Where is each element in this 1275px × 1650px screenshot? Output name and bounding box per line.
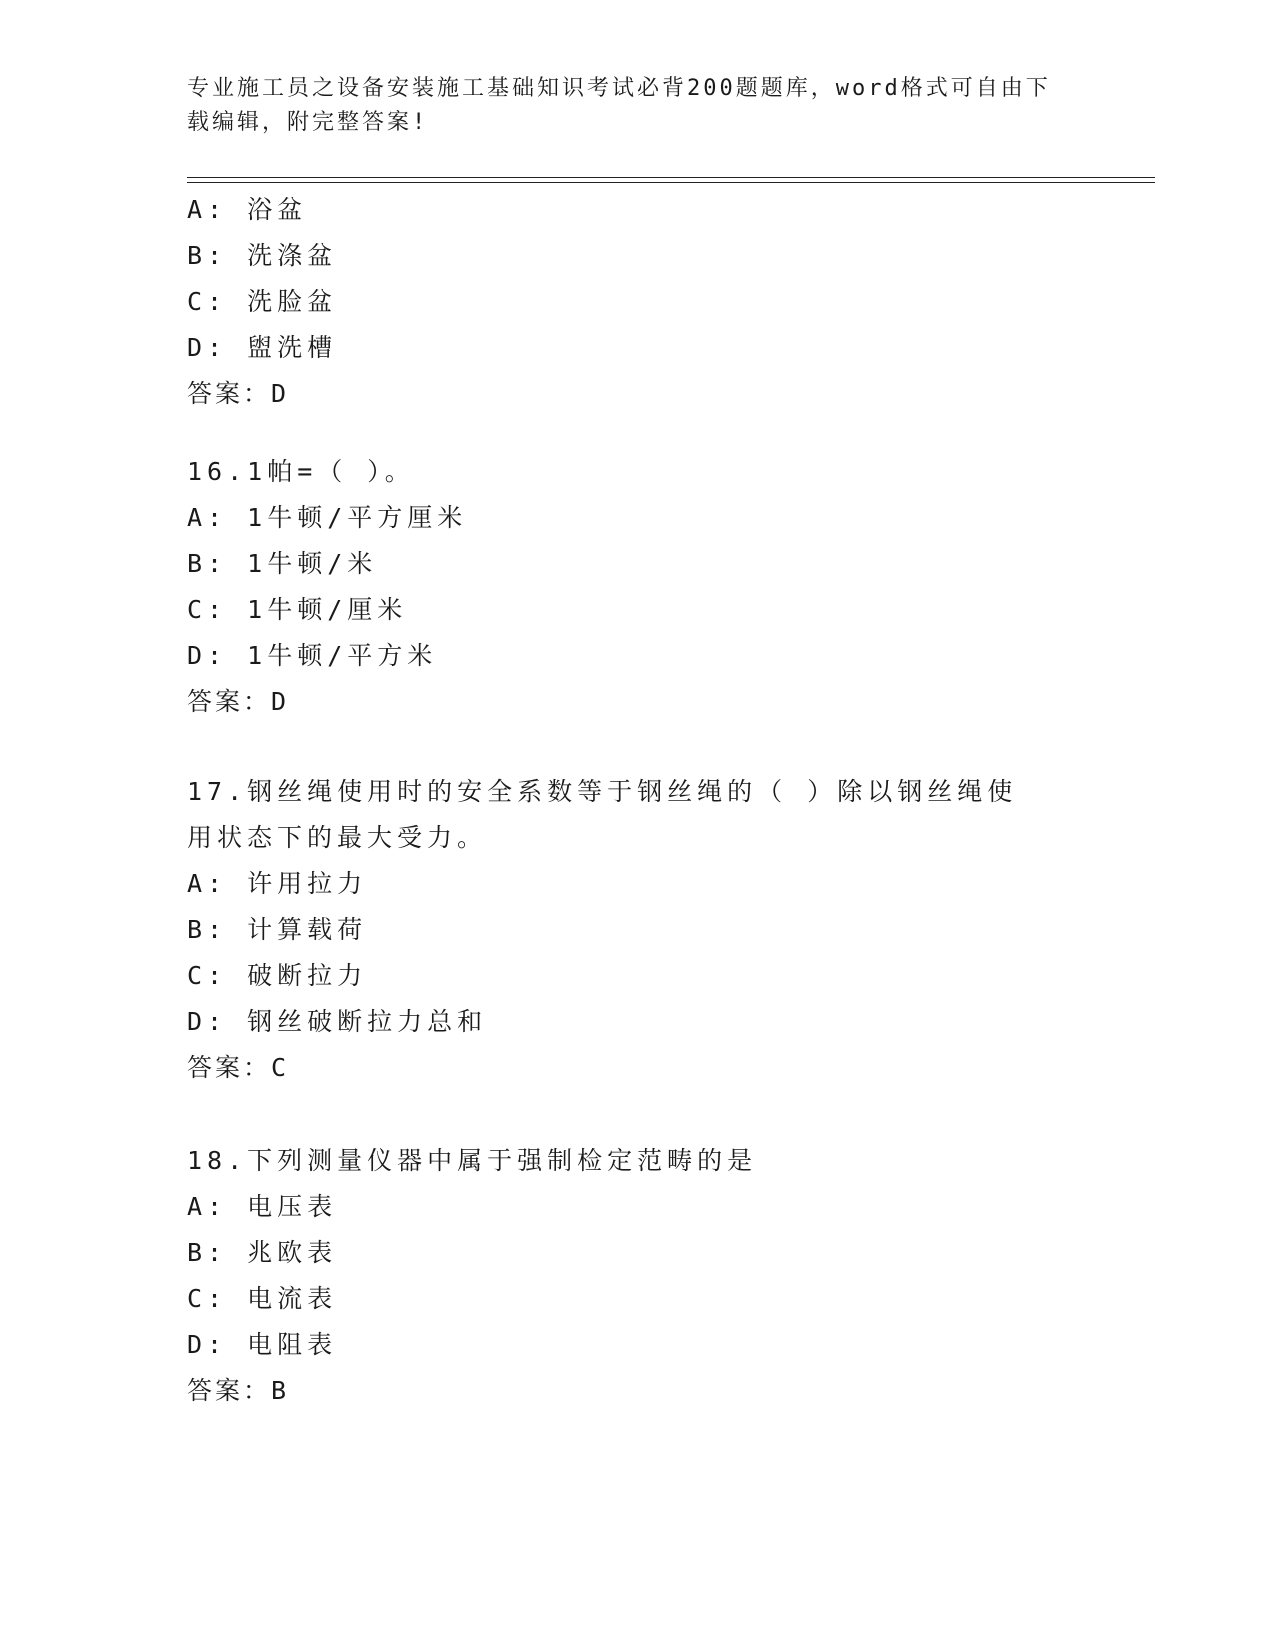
answer-label: 答案： — [187, 1376, 272, 1405]
question-15 — [187, 187, 1087, 417]
answer-value: D — [271, 379, 289, 408]
answer-line — [187, 371, 1087, 417]
option-a: A: 许用拉力 — [187, 869, 368, 898]
option-c: C: 1牛顿/厘米 — [187, 595, 408, 624]
option-d: D: 电阻表 — [187, 1330, 338, 1359]
answer-label: 答案： — [187, 687, 272, 716]
question-17 — [187, 769, 1047, 1091]
answer-line — [187, 679, 1087, 725]
option-b: B: 洗涤盆 — [187, 241, 338, 270]
option-a: A: 电压表 — [187, 1192, 338, 1221]
question-stem: 17.钢丝绳使用时的安全系数等于钢丝绳的（ ）除以钢丝绳使用状态下的最大受力。 — [187, 777, 1018, 852]
answer-value: C — [271, 1053, 289, 1082]
option-d: D: 盥洗槽 — [187, 333, 338, 362]
option-b: B: 计算载荷 — [187, 915, 368, 944]
question-18 — [187, 1138, 1087, 1414]
answer-value: D — [271, 687, 289, 716]
document-header: 专业施工员之设备安装施工基础知识考试必背200题题库，word格式可自由下载编辑，附完整答案! — [187, 76, 1051, 135]
option-a: A: 浴盆 — [187, 195, 308, 224]
option-c: C: 破断拉力 — [187, 961, 368, 990]
question-16 — [187, 449, 1087, 725]
answer-value: B — [271, 1376, 289, 1405]
option-c: C: 电流表 — [187, 1284, 338, 1313]
answer-line — [187, 1368, 1087, 1414]
option-d: D: 1牛顿/平方米 — [187, 641, 438, 670]
option-c: C: 洗脸盆 — [187, 287, 338, 316]
answer-line — [187, 1045, 1047, 1091]
question-stem: 18.下列测量仪器中属于强制检定范畴的是 — [187, 1146, 758, 1175]
question-stem: 16.1帕=（ ）。 — [187, 457, 415, 486]
answer-label: 答案： — [187, 1053, 272, 1082]
option-b: B: 1牛顿/米 — [187, 549, 378, 578]
answer-label: 答案： — [187, 379, 272, 408]
option-a: A: 1牛顿/平方厘米 — [187, 503, 468, 532]
header-rule-top — [187, 177, 1155, 178]
option-d: D: 钢丝破断拉力总和 — [187, 1007, 488, 1036]
header-rule-bottom — [187, 182, 1155, 183]
option-b: B: 兆欧表 — [187, 1238, 338, 1267]
